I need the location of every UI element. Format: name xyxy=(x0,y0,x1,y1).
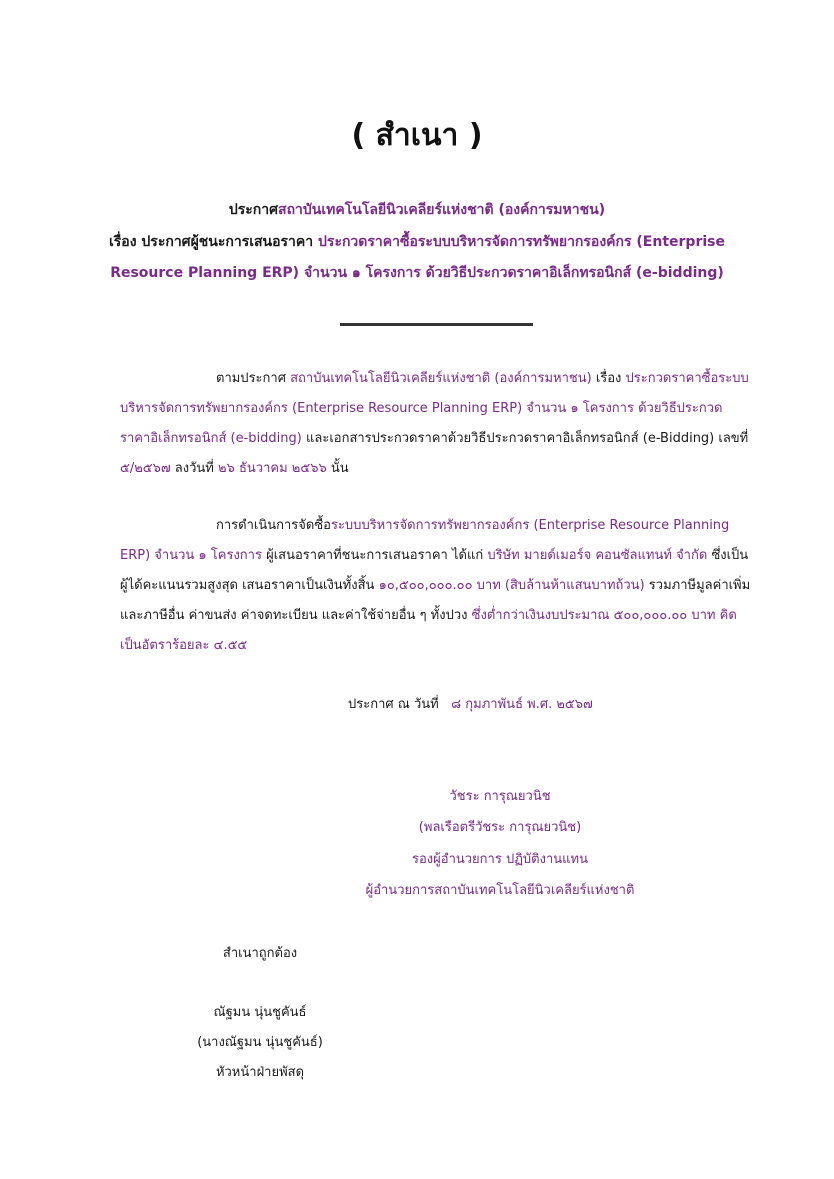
document-title: ( สำเนา ) xyxy=(351,118,483,153)
p1-document-number: ๕/๒๕๖๗ xyxy=(120,461,171,476)
signature-position-2: ผู้อำนวยการสถาบันเทคโนโลยีนิวเคลียร์แห่งชาติ xyxy=(365,883,635,898)
p1-text-3: เรื่อง xyxy=(595,371,622,386)
header-subject-prefix: เรื่อง ประกาศผู้ชนะการเสนอราคา xyxy=(109,234,314,250)
p2-winner: บริษัท มายด์เมอร์จ คอนซัลแทนท์ จำกัด xyxy=(487,548,708,563)
header-line-1 xyxy=(60,194,774,226)
certifier-name: ณัฐมน นุ่นชูคันธ์ xyxy=(213,1005,307,1020)
certified-copy-label: สำเนาถูกต้อง xyxy=(222,946,298,961)
header-prefix: ประกาศ xyxy=(228,202,279,218)
p2-text-7: รวมภาษีมูลค่าเพิ่มและภาษีอื่น ค่าขนส่ง ค่าจดทะเบียน และค่าใช้จ่ายอื่น ๆ ทั้งปวง xyxy=(120,578,751,623)
header-organization: สถาบันเทคโนโลยีนิวเคลียร์แห่งชาติ (องค์การมหาชน) xyxy=(278,202,606,218)
header-subject: ประกวดราคาซื้อระบบบริหารจัดการทรัพยากรองค์กร (Enterprise xyxy=(318,234,725,250)
p1-subject: ประกวดราคาซื้อระบบบริหารจัดการทรัพยากรองค์กร (Enterprise Resource Planning ERP) จำนวน ๑ โครงการ ด้วยวิธีประกวดราคาอิเล็กทรอนิกส์ (e-bidding) xyxy=(120,371,749,446)
p1-organization: สถาบันเทคโนโลยีนิวเคลียร์แห่งชาติ (องค์การมหาชน) xyxy=(290,371,592,386)
signature-full-name: (พลเรือตรีวัชระ การุณยวนิช) xyxy=(418,820,582,835)
announcement-date xyxy=(348,693,593,714)
p2-amount: ๑๐,๕๐๐,๐๐๐.๐๐ บาท (สิบล้านห้าแสนบาทถ้วน) xyxy=(378,578,645,593)
p1-text-9: นั้น xyxy=(330,461,349,476)
paragraph-2 xyxy=(120,511,752,661)
p2-savings: ซึ่งต่ำกว่าเงินงบประมาณ ๕๐๐,๐๐๐.๐๐ บาท คิดเป็นอัตราร้อยละ ๔.๕๕ xyxy=(120,608,737,653)
signature-name: วัชระ การุณยวนิช xyxy=(449,789,551,804)
p1-date: ๒๖ ธันวาคม ๒๕๖๖ xyxy=(218,461,327,476)
divider xyxy=(340,323,533,326)
p2-text-1: การดำเนินการจัดซื้อ xyxy=(216,518,331,533)
p2-text-5: ซึ่งเป็นผู้ได้คะแนนรวมสูงสุด เสนอราคาเป็นเงินทั้งสิ้น xyxy=(120,548,749,593)
certifier-position: หัวหน้าฝ่ายพัสดุ xyxy=(215,1065,305,1080)
signature-position-1: รองผู้อำนวยการ ปฏิบัติงานแทน xyxy=(412,852,588,867)
header-line-3: Resource Planning ERP) จำนวน ๑ โครงการ ด้วยวิธีประกวดราคาอิเล็กทรอนิกส์ (e-bidding) xyxy=(110,265,724,281)
p2-text-3: ผู้เสนอราคาที่ชนะการเสนอราคา ได้แก่ xyxy=(266,548,484,563)
p1-text-5: และเอกสารประกวดราคาด้วยวิธีประกวดราคาอิเล็กทรอนิกส์ (e-Bidding) เลขที่ xyxy=(306,431,749,446)
p1-text-1: ตามประกาศ xyxy=(216,371,286,386)
header-line-2 xyxy=(60,226,774,258)
paragraph-1 xyxy=(120,364,752,484)
certifier-full-name: (นางณัฐมน นุ่นชูคันธ์) xyxy=(197,1035,323,1050)
p2-project: ระบบบริหารจัดการทรัพยากรองค์กร (Enterprise Resource Planning ERP) จำนวน ๑ โครงการ xyxy=(120,518,730,563)
p1-text-7: ลงวันที่ xyxy=(174,461,214,476)
announce-date: ๘ กุมภาพันธ์ พ.ศ. ๒๕๖๗ xyxy=(451,697,593,712)
announce-prefix: ประกาศ ณ วันที่ xyxy=(348,697,439,712)
